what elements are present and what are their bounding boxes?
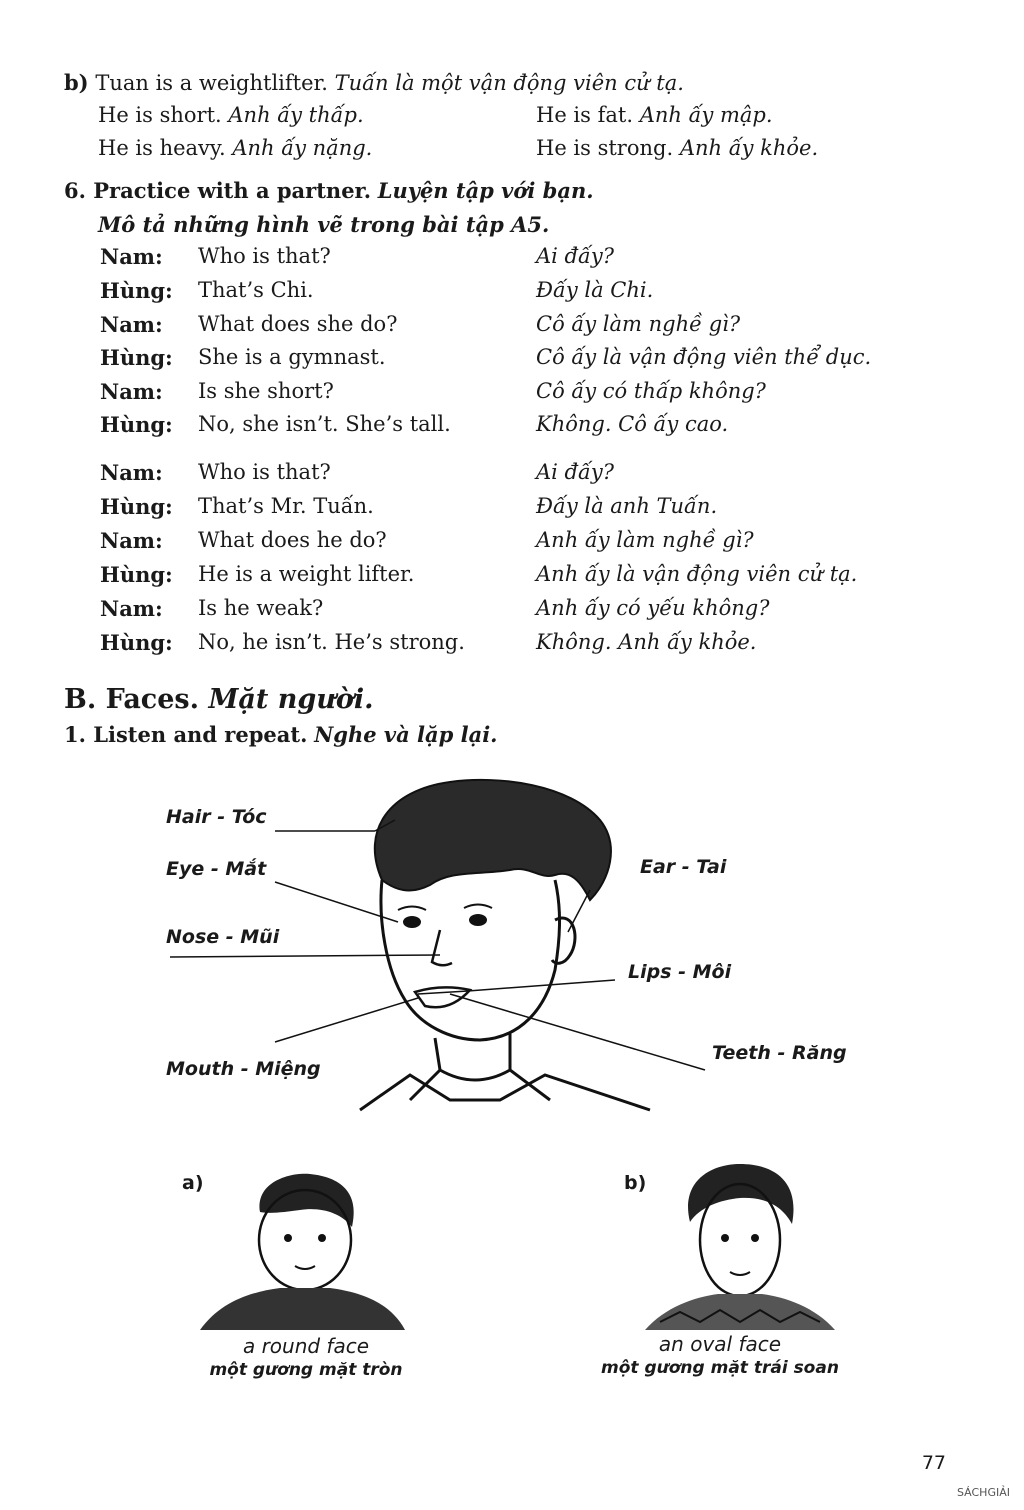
line-vi: Anh ấy là vận động viên cử tạ.	[536, 562, 858, 586]
part-b-intro-en: Tuan is a weightlifter.	[95, 71, 328, 95]
part-b-intro-vi: Tuấn là một vận động viên cử tạ.	[334, 71, 684, 95]
oval-face-illustration	[640, 1162, 840, 1332]
line-vi: Đấy là Chi.	[536, 278, 654, 302]
speaker: Nam:	[100, 460, 163, 485]
label-teeth: Teeth - Răng	[712, 1042, 847, 1064]
exercise-1-title-en: 1. Listen and repeat.	[64, 722, 308, 747]
line-vi: Cô ấy là vận động viên thể dục.	[536, 345, 872, 369]
speaker: Nam:	[100, 312, 163, 337]
speaker: Hùng:	[100, 562, 173, 587]
line-en: Is she short?	[198, 379, 334, 403]
speaker: Hùng:	[100, 412, 173, 437]
speaker: Nam:	[100, 528, 163, 553]
speaker: Hùng:	[100, 630, 173, 655]
section-6-title-vi: Luyện tập với bạn.	[377, 178, 594, 203]
dialogue-line	[0, 460, 1024, 486]
line-vi: Không. Anh ấy khỏe.	[536, 630, 757, 654]
figure-b-caption-en: an oval face	[658, 1332, 782, 1356]
line-en: Who is that?	[198, 244, 331, 268]
dialogue-line	[0, 278, 1024, 304]
section-b-heading	[64, 684, 374, 715]
sentence-vi: Anh ấy khỏe.	[679, 136, 819, 160]
round-face-illustration	[200, 1172, 410, 1332]
line-vi: Cô ấy làm nghề gì?	[536, 312, 741, 336]
part-b-row-2-right	[536, 136, 818, 160]
line-vi: Cô ấy có thấp không?	[536, 379, 766, 403]
line-en: That’s Mr. Tuấn.	[198, 494, 374, 518]
watermark-logo: SÁCHGIẢI	[956, 1486, 1010, 1499]
label-hair: Hair - Tóc	[166, 806, 267, 828]
line-vi: Ai đấy?	[536, 460, 614, 484]
figure-a-caption-en: a round face	[242, 1334, 370, 1358]
line-en: What does she do?	[198, 312, 398, 336]
dialogue-line	[0, 244, 1024, 270]
label-mouth: Mouth - Miệng	[166, 1058, 321, 1080]
speaker: Nam:	[100, 379, 163, 404]
part-b-row-1-left	[98, 103, 364, 127]
part-b-marker: b)	[64, 70, 89, 95]
line-vi: Anh ấy có yếu không?	[536, 596, 770, 620]
sentence-en: He is fat.	[536, 103, 633, 127]
line-vi: Không. Cô ấy cao.	[536, 412, 729, 436]
dialogue-line	[0, 345, 1024, 371]
label-ear: Ear - Tai	[640, 856, 727, 878]
line-vi: Anh ấy làm nghề gì?	[536, 528, 754, 552]
dialogue-line	[0, 494, 1024, 520]
figure-a-marker: a)	[182, 1172, 204, 1194]
figure-a-caption-vi: một gương mặt tròn	[209, 1360, 403, 1380]
hair-shape	[375, 780, 611, 900]
line-en: He is a weight lifter.	[198, 562, 415, 586]
label-nose: Nose - Mũi	[166, 926, 280, 948]
sentence-en: He is short.	[98, 103, 222, 127]
line-vi: Đấy là anh Tuấn.	[536, 494, 718, 518]
dialogue-line	[0, 596, 1024, 622]
line-en: Is he weak?	[198, 596, 324, 620]
section-6-title	[64, 178, 594, 203]
section-b-heading-vi: Mặt người.	[208, 684, 374, 715]
sentence-en: He is heavy.	[98, 136, 226, 160]
line-en: No, she isn’t. She’s tall.	[198, 412, 451, 436]
exercise-1-title-vi: Nghe và lặp lại.	[314, 722, 498, 747]
page-number: 77	[921, 1452, 946, 1474]
nose-shape	[432, 930, 452, 965]
line-en: She is a gymnast.	[198, 345, 386, 369]
sentence-vi: Anh ấy thấp.	[228, 103, 364, 127]
left-eye	[403, 916, 421, 928]
section-6-title-en: 6. Practice with a partner.	[64, 178, 372, 203]
neck-collar	[360, 1032, 650, 1110]
section-b-heading-en: B. Faces.	[64, 684, 200, 715]
speaker: Hùng:	[100, 278, 173, 303]
label-lips: Lips - Môi	[628, 961, 732, 983]
dialogue-line	[0, 562, 1024, 588]
line-vi: Ai đấy?	[536, 244, 614, 268]
right-eye	[469, 914, 487, 926]
section-6-subtitle: Mô tả những hình vẽ trong bài tập A5.	[98, 212, 550, 237]
part-b-intro	[64, 70, 684, 95]
figure-b-caption-vi: một gương mặt trái soan	[601, 1358, 839, 1378]
dialogue-line	[0, 312, 1024, 338]
part-b-row-1-right	[536, 103, 773, 127]
dialogue-line	[0, 528, 1024, 554]
speaker: Nam:	[100, 244, 163, 269]
sentence-vi: Anh ấy mập.	[639, 103, 773, 127]
figure-b-marker: b)	[624, 1172, 647, 1194]
dialogue-line	[0, 412, 1024, 438]
label-eye: Eye - Mắt	[166, 858, 267, 880]
exercise-1-title	[64, 722, 498, 747]
speaker: Nam:	[100, 596, 163, 621]
line-en: No, he isn’t. He’s strong.	[198, 630, 465, 654]
line-en: What does he do?	[198, 528, 387, 552]
speaker: Hùng:	[100, 345, 173, 370]
speaker: Hùng:	[100, 494, 173, 519]
sentence-vi: Anh ấy nặng.	[232, 136, 373, 160]
dialogue-line	[0, 630, 1024, 656]
part-b-row-2-left	[98, 136, 372, 160]
dialogue-line	[0, 379, 1024, 405]
sentence-en: He is strong.	[536, 136, 674, 160]
line-en: That’s Chi.	[198, 278, 314, 302]
line-en: Who is that?	[198, 460, 331, 484]
head-outline	[381, 880, 560, 1040]
